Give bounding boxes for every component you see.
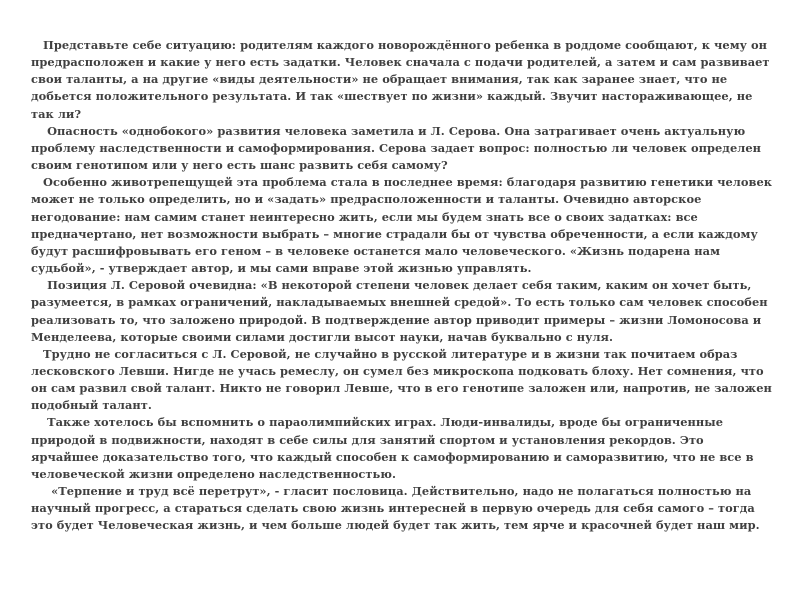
paragraph-position: Позиция Л. Серовой очевидна: «В некоторой степени человек делает себя таким, каким он хочет быть, разумеется, в рамках ограничений, накладываемых внешней средой». То есть только сам человек способен реализовать то, что заложено природой. В подтверждение автор приводит примеры – жизни Ломоносова и Менделеева, которые своими силами достигли высот науки, начав буквально с нуля. [31, 278, 772, 344]
paragraph-conclusion: «Терпение и труд всё перетрут», - гласит пословица. Действительно, надо не полагаться полностью на научный прогресс, а стараться сделать свою жизнь интересней в первую очередь для себя самого – тогда это будет Человеческая жизнь, и чем больше людей будет так жить, тем ярче и красочней будет наш мир. [31, 484, 760, 533]
essay-text [31, 37, 775, 535]
paragraph-intro: Представьте себе ситуацию: родителям каждого новорождённого ребенка в роддоме сообщают, к чему он предрасположен и какие у него есть задатки. Человек сначала с подачи родителей, а затем и сам развивает свои таланты, а на другие «виды деятельности» не обращает внимания, так как заранее знает, что не добьется положительного результата. И так «шествует по жизни» каждый. Звучит настораживающее, не так ли? [31, 38, 774, 121]
paragraph-paralympics: Также хотелось бы вспомнить о параолимпийских играх. Люди-инвалиды, вроде бы ограниченные природой в подвижности, находят в себе силы для занятий спортом и установления рекордов. Это ярчайшее доказательство того, что каждый способен к самоформированию и саморазвитию, что не все в человеческой жизни определено наследственностью. [31, 415, 758, 481]
paragraph-levsha: Трудно не согласиться с Л. Серовой, не случайно в русской литературе и в жизни так почитаем образ лесковского Левши. Нигде не учась ремеслу, он сумел без микроскопа подковать блоху. Нет сомнения, что он сам развил свой талант. Никто не говорил Левше, что в его генотипе заложен или, напротив, не заложен подобный талант. [31, 346, 776, 413]
paragraph-danger: Опасность «однобокого» развития человека заметила и Л. Серова. Она затрагивает очень актуальную проблему наследственности и самоформирования. Серова задает вопрос: полностью ли человек определен своим генотипом или у него есть шанс развить себя самому? [31, 123, 766, 173]
paragraph-genetics: Особенно животрепещущей эта проблема стала в последнее время: благодаря развитию генетики человек может не только определить, но и «задать» предрасположенности и таланты. Очевидно авторское негодование: нам самим станет неинтересно жить, если мы будем знать все о своих задатках: все предначертано, нет возможности выбрать – многие страдали бы от чувства обреченности, а если каждому будут расшифровывать его геном – в человеке останется мало человеческого. «Жизнь подарена нам судьбой», - утверждает автор, и мы сами вправе этой жизнью управлять. [31, 175, 777, 276]
